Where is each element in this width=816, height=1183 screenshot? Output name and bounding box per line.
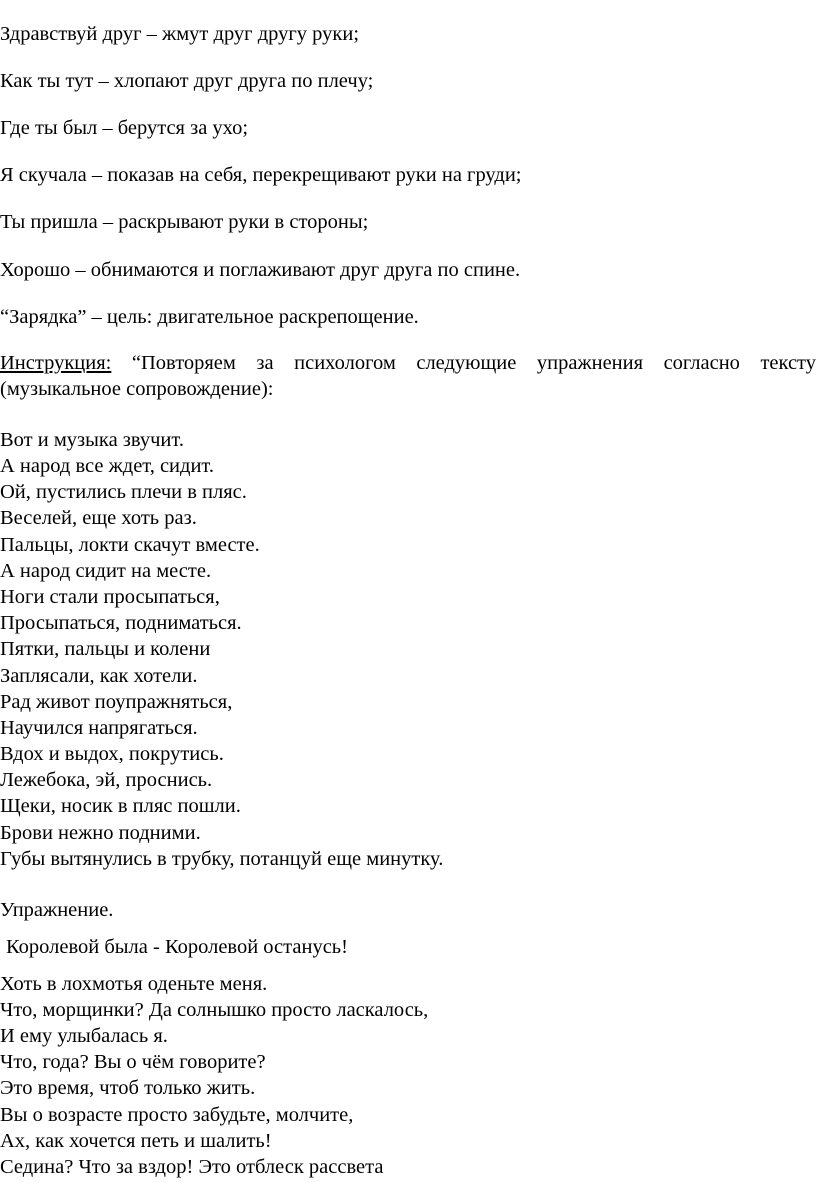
greeting-line: Где ты был – берутся за ухо;	[0, 117, 249, 139]
poem2-line: Это время, чтоб только жить.	[0, 1077, 256, 1099]
instruction-text: “Повторяем за психологом следующие упражнения согласно тексту	[111, 352, 816, 374]
poem-line: Брови нежно подними.	[0, 822, 201, 844]
greeting-line: Как ты тут – хлопают друг друга по плечу;	[0, 70, 374, 92]
poem-line: Вот и музыка звучит.	[0, 429, 184, 451]
greeting-line: Я скучала – показав на себя, перекрещивают руки на груди;	[0, 164, 522, 186]
poem-line: Пятки, пальцы и колени	[0, 638, 211, 660]
poem2-line: Что, года? Вы о чём говорите?	[0, 1051, 266, 1073]
greeting-line: Хорошо – обнимаются и поглаживают друг друга по спине.	[0, 259, 521, 281]
greeting-line: Здравствуй друг – жмут друг другу руки;	[0, 23, 360, 45]
poem2-line: И ему улыбалась я.	[0, 1025, 168, 1047]
poem-line: Просыпаться, подниматься.	[0, 612, 242, 634]
poem-line: Научился напрягаться.	[0, 717, 198, 739]
poem-line: Ой, пустились плечи в пляс.	[0, 481, 247, 503]
poem-line: Лежебока, эй, проснись.	[0, 769, 213, 791]
poem2-line: Ах, как хочется петь и шалить!	[0, 1130, 272, 1152]
poem-line: Веселей, еще хоть раз.	[0, 507, 197, 529]
instruction-label: Инструкция:	[0, 352, 112, 374]
poem-line: Рад живот поупражняться,	[0, 691, 233, 713]
poem-line: Ноги стали просыпаться,	[0, 586, 220, 608]
poem-line: Щеки, носик в пляс пошли.	[0, 795, 241, 817]
poem-line: Вдох и выдох, покрутись.	[0, 743, 224, 765]
instruction-paragraph	[0, 350, 816, 376]
poem2-line: Вы о возрасте просто забудьте, молчите,	[0, 1104, 354, 1126]
greeting-line: Ты пришла – раскрывают руки в стороны;	[0, 211, 369, 233]
exercise-label: Упражнение.	[0, 899, 114, 921]
poem-line: Губы вытянулись в трубку, потанцуй еще минутку.	[0, 848, 444, 870]
poem-line: А народ сидит на месте.	[0, 560, 212, 582]
poem2-line: Хоть в лохмотья оденьте меня.	[0, 973, 268, 995]
poem-line: Пальцы, локти скачут вместе.	[0, 534, 260, 556]
poem2-line: Что, морщинки? Да солнышко просто ласкалось,	[0, 999, 429, 1021]
poem-line: А народ все ждет, сидит.	[0, 455, 214, 477]
poem-line: Заплясали, как хотели.	[0, 665, 198, 687]
instruction-line2: (музыкальное сопровождение):	[0, 378, 274, 400]
exercise-title: Королевой была - Королевой останусь!	[6, 936, 348, 958]
poem2-line: Седина? Что за вздор! Это отблеск рассвета	[0, 1156, 384, 1178]
zaryadka-heading: “Зарядка” – цель: двигательное раскрепощение.	[0, 306, 419, 328]
